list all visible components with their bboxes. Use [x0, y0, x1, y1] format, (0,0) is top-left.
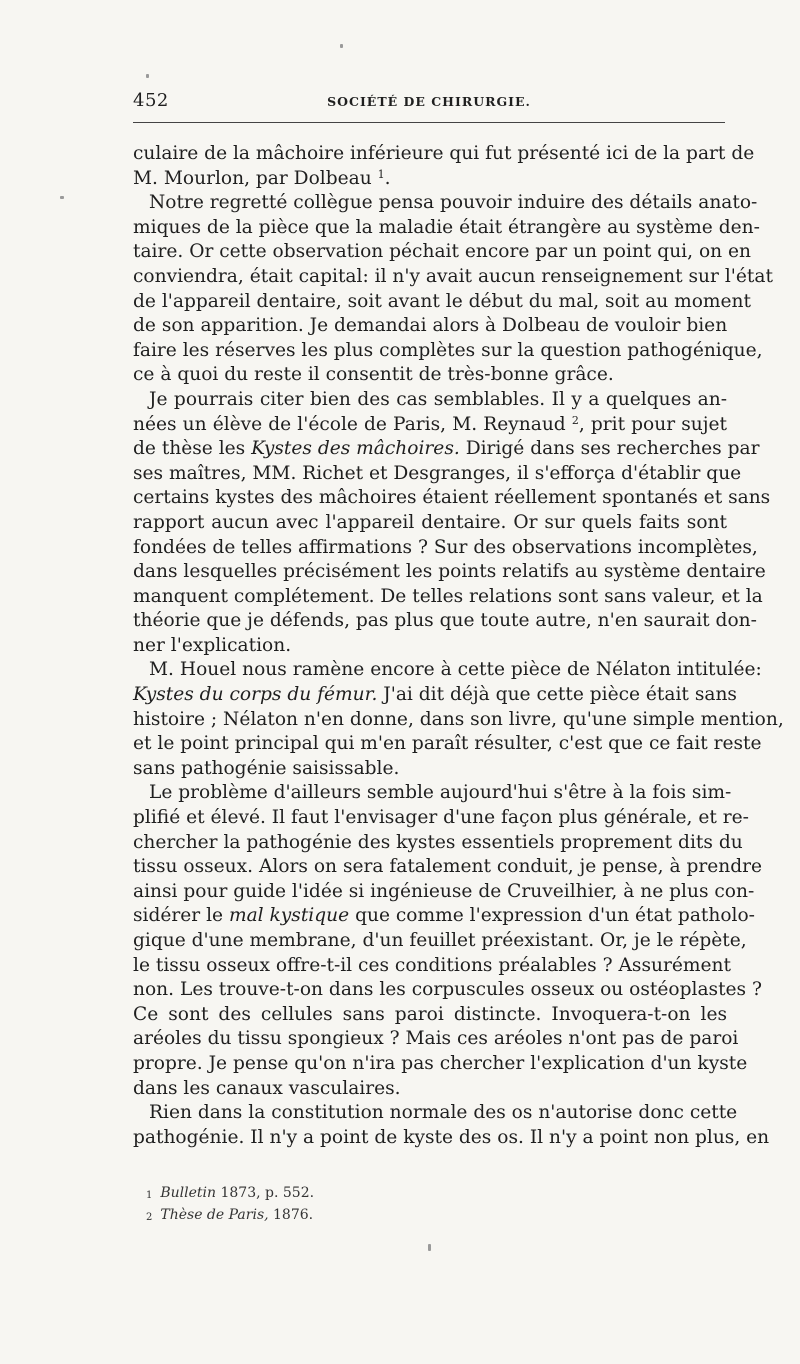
- text-run: J'ai dit déjà que cette pièce était sans: [377, 684, 737, 706]
- text-line: [133, 290, 751, 315]
- print-speck: [340, 44, 343, 48]
- text-run: théorie que je défends, pas plus que toute autre, n'en saurait don-: [133, 610, 757, 632]
- text-line: [133, 167, 727, 192]
- text-line: [133, 585, 763, 610]
- text-line: [133, 1003, 727, 1028]
- text-run: faire les réserves les plus complètes sur la question pathogénique,: [133, 339, 763, 361]
- text-run: M. Mourlon, par Dolbeau: [133, 167, 378, 189]
- text-run: gique d'une membrane, d'un feuillet préexistant. Or, je le répète,: [133, 930, 747, 951]
- text-run: plifié et élevé. Il faut l'envisager d'une façon plus générale, et re-: [133, 807, 749, 829]
- header-rule: [133, 122, 725, 123]
- page-header: [133, 90, 725, 120]
- text-line: [133, 142, 755, 167]
- text-line: [133, 265, 773, 290]
- footnote: [146, 1182, 706, 1204]
- text-run: Je pourrais citer bien des cas semblables. Il y a quelques an-: [149, 388, 727, 410]
- text-run: ce à quoi du reste il consentit de très-bonne grâce.: [133, 364, 614, 386]
- text-line: [133, 1027, 739, 1052]
- text-run: miques de la pièce que la maladie était étrangère au système den-: [133, 216, 760, 238]
- running-head: SOCIÉTÉ DE CHIRURGIE.: [327, 94, 531, 109]
- text-line: [133, 191, 758, 216]
- text-line: [133, 560, 766, 585]
- text-line: [133, 634, 727, 659]
- text-line: [133, 437, 760, 462]
- text-run: chercher la pathogénie des kystes essentiels proprement dits du: [133, 831, 743, 853]
- footnote-ref: 2: [571, 413, 579, 427]
- text-run: Ce sont des cellules sans paroi distincte. Invoquera-t-on les: [133, 1003, 727, 1025]
- text-line: [133, 954, 731, 979]
- text-line: [133, 831, 743, 856]
- text-line: [133, 314, 727, 339]
- print-speck: [146, 74, 149, 78]
- text-line: [133, 240, 752, 265]
- text-line: [133, 413, 727, 438]
- text-line: [133, 339, 763, 364]
- text-run: tissu osseux. Alors on sera fatalement conduit, je pense, à prendre: [133, 856, 763, 878]
- text-run: de thèse les: [133, 438, 252, 460]
- print-speck: [428, 1244, 431, 1251]
- text-run: 1873, p. 552.: [216, 1185, 315, 1201]
- text-line: [133, 486, 771, 511]
- footnote-mark: 1: [146, 1190, 153, 1201]
- text-run: sans pathogénie saisissable.: [133, 757, 400, 779]
- text-run: ner l'explication.: [133, 634, 292, 656]
- text-run: ainsi pour guide l'idée si ingénieuse de Cruveilhier, à ne plus con-: [133, 880, 755, 902]
- text-run: de l'appareil dentaire, soit avant le début du mal, soit au moment: [133, 290, 751, 312]
- text-run: .: [384, 167, 391, 189]
- footnote-mark: 2: [146, 1212, 153, 1223]
- italic-text: Kystes des mâchoires.: [251, 438, 460, 460]
- text-run: et le point principal qui m'en paraît résulter, c'est que ce fait reste: [133, 733, 762, 755]
- text-run: non. Les trouve-t-on dans les corpuscules osseux ou ostéoplastes ?: [133, 979, 762, 1001]
- text-run: dans lesquelles précisément les points relatifs au système dentaire: [133, 561, 766, 583]
- text-run: propre. Je pense qu'on n'ira pas chercher l'explication d'un kyste: [133, 1052, 748, 1074]
- text-line: [133, 904, 755, 929]
- text-run: , prit pour sujet: [578, 413, 727, 435]
- text-run: manquent complétement. De telles relations sont sans valeur, et la: [133, 585, 763, 607]
- text-line: [133, 683, 737, 708]
- text-run: conviendra, était capital: il n'y avait aucun renseignement sur l'état: [133, 265, 773, 287]
- text-run: 1876.: [268, 1207, 314, 1223]
- text-line: [133, 658, 762, 683]
- text-line: [133, 978, 762, 1003]
- footnote-ref: 1: [377, 167, 385, 181]
- text-run: M. Houel nous ramène encore à cette pièce de Nélaton intitulée:: [149, 659, 762, 681]
- footnote: [146, 1204, 706, 1226]
- text-run: le tissu osseux offre-t-il ces conditions préalables ? Assurément: [133, 954, 731, 976]
- text-line: [133, 216, 760, 241]
- text-run: pathogénie. Il n'y a point de kyste des os. Il n'y a point non plus, en: [133, 1126, 770, 1148]
- text-line: [133, 388, 727, 413]
- text-line: [133, 363, 727, 388]
- text-run: sidérer le: [133, 905, 229, 927]
- text-run: histoire ; Nélaton n'en donne, dans son livre, qu'une simple mention,: [133, 708, 784, 730]
- body-text: [133, 142, 784, 1150]
- text-line: [133, 462, 742, 487]
- text-line: [133, 1101, 738, 1126]
- text-run: Le problème d'ailleurs semble aujourd'hui s'être à la fois sim-: [149, 782, 732, 804]
- text-run: Dirigé dans ses recherches par: [459, 438, 760, 460]
- text-line: [133, 880, 755, 905]
- text-line: [133, 1052, 748, 1077]
- text-line: [133, 1077, 727, 1102]
- text-run: dans les canaux vasculaires.: [133, 1077, 401, 1099]
- italic-text: mal kystique: [228, 905, 350, 927]
- text-line: [133, 708, 784, 733]
- text-line: [133, 536, 758, 561]
- text-run: ses maîtres, MM. Richet et Desgranges, il s'efforça d'établir que: [133, 462, 742, 484]
- text-line: [133, 855, 763, 880]
- text-line: [133, 1126, 770, 1151]
- text-line: [133, 781, 732, 806]
- text-run: Rien dans la constitution normale des os n'autorise donc cette: [149, 1102, 738, 1124]
- text-line: [133, 732, 762, 757]
- page-number: 452: [133, 90, 169, 111]
- text-run: nées un élève de l'école de Paris, M. Reynaud: [133, 413, 572, 435]
- print-speck: [60, 196, 64, 199]
- text-line: [133, 609, 757, 634]
- text-run: Notre regretté collègue pensa pouvoir induire des détails anato-: [149, 192, 758, 214]
- text-run: culaire de la mâchoire inférieure qui fut présenté ici de la part de: [133, 143, 755, 164]
- text-line: [133, 806, 749, 831]
- italic-text: Kystes du corps du fémur.: [133, 684, 378, 706]
- text-run: taire. Or cette observation péchait encore par un point qui, on en: [133, 241, 752, 263]
- text-line: [133, 929, 747, 954]
- text-run: rapport aucun avec l'appareil dentaire. Or sur quels faits sont: [133, 511, 727, 533]
- text-line: [133, 511, 727, 536]
- text-run: de son apparition. Je demandai alors à Dolbeau de vouloir bien: [133, 315, 728, 337]
- text-run: aréoles du tissu spongieux ? Mais ces aréoles n'ont pas de paroi: [133, 1028, 739, 1050]
- italic-text: Bulletin: [160, 1185, 217, 1201]
- text-run: certains kystes des mâchoires étaient réellement spontanés et sans: [133, 487, 771, 509]
- text-run: que comme l'expression d'un état patholo-: [349, 905, 755, 927]
- italic-text: Thèse de Paris,: [160, 1207, 269, 1223]
- text-line: [133, 757, 727, 782]
- text-run: fondées de telles affirmations ? Sur des observations incomplètes,: [133, 536, 758, 558]
- footnotes: [146, 1182, 706, 1226]
